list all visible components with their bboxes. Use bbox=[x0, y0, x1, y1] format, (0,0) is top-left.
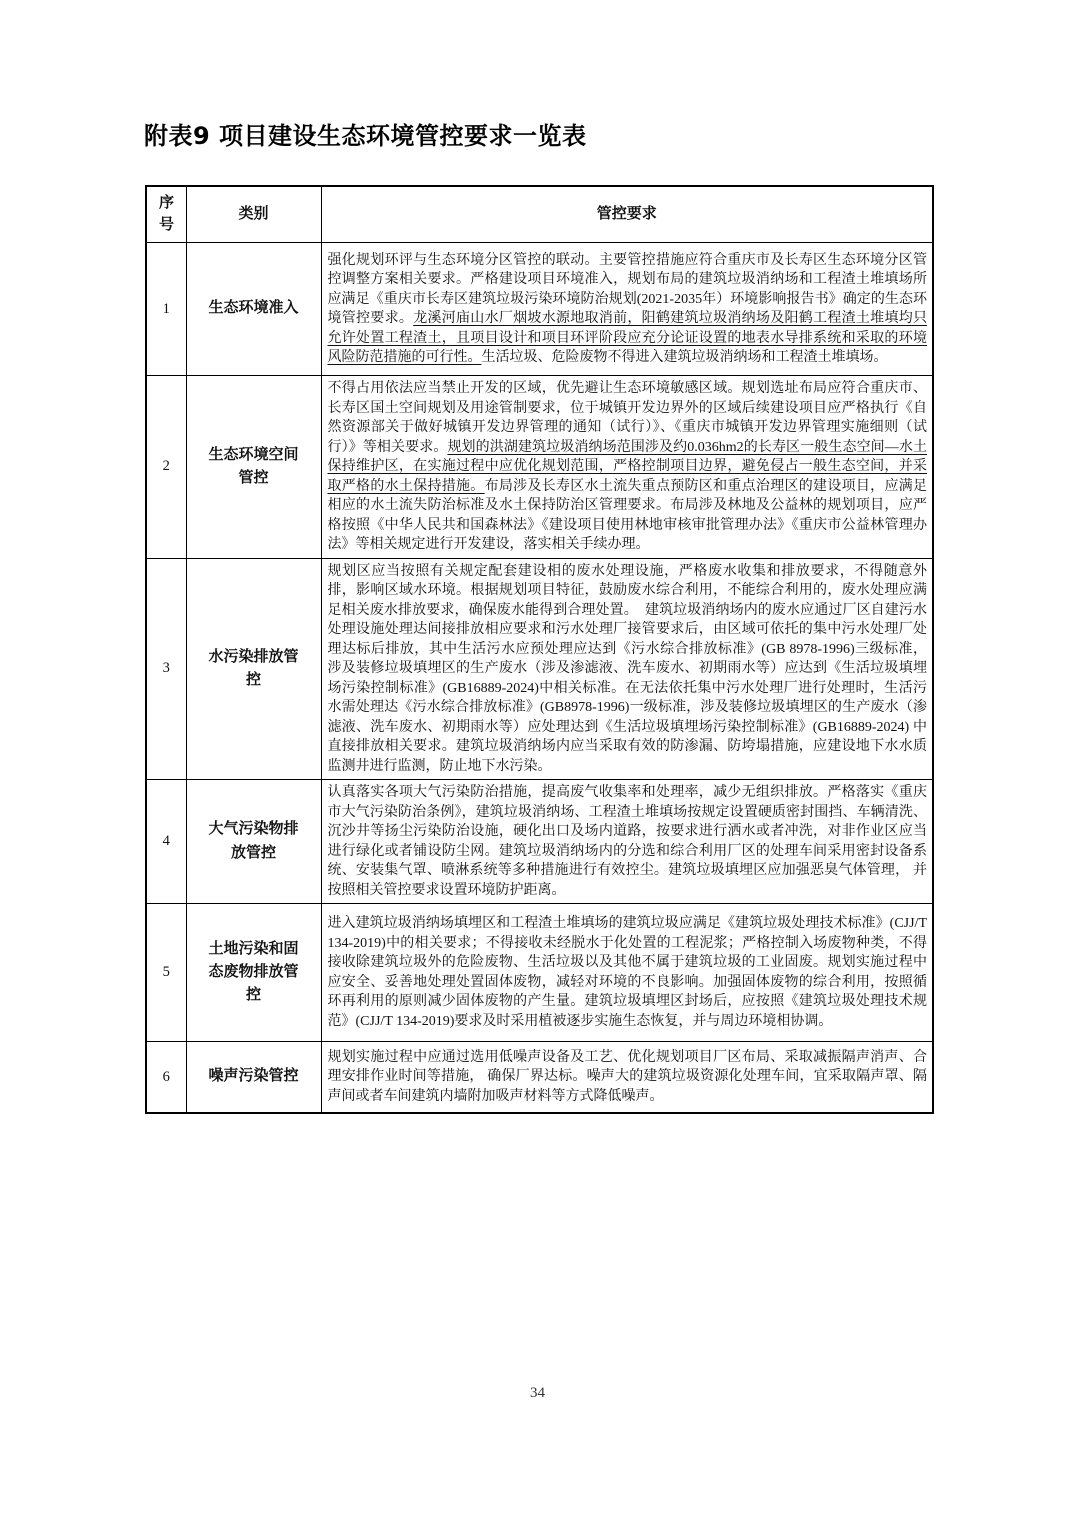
table-header-row bbox=[146, 186, 933, 243]
row-category: 生态环境准入 bbox=[186, 243, 321, 376]
requirement-text: 强化规划环评与生态环境分区管控的联动。主要管控措施应符合重庆市及长寿区生态环境分区管控调整方案相关要求。严格建设项目环境准入，规划布局的建筑垃圾消纳场和工程渣土堆填场所应满足《重庆市长寿区建筑垃圾污染环境防治规划(2021-2035年）环境影响报告书》确定的生态环境管控要求。 bbox=[327, 252, 927, 326]
table-row bbox=[146, 243, 933, 376]
row-category: 生态环境空间管控 bbox=[186, 376, 321, 559]
row-category: 水污染排放管控 bbox=[186, 558, 321, 780]
header-cell-number: 序号 bbox=[146, 186, 186, 243]
requirement-text: 生活垃圾、危险废物不得进入建筑垃圾消纳场和工程渣土堆填场。 bbox=[481, 350, 888, 365]
row-requirement bbox=[321, 243, 933, 376]
table-row bbox=[146, 558, 933, 780]
row-number: 4 bbox=[146, 780, 186, 904]
row-number: 3 bbox=[146, 558, 186, 780]
row-requirement bbox=[321, 376, 933, 559]
requirement-text: 布局涉及长寿区水土流失重点预防区和重点治理区的建设项目，应满足相应的水土流失防治标准及水土保持防治区管理要求。布局涉及林地及公益林的规划项目，应严格按照《中华人民共和国森林法》《建设项目使用林地审核审批管理办法》《重庆市公益林管理办法》等相关规定进行开发建设，落实相关手续办理。 bbox=[327, 478, 928, 552]
table-row bbox=[146, 780, 933, 904]
row-requirement bbox=[321, 904, 933, 1042]
row-requirement bbox=[321, 1042, 933, 1114]
header-cell-requirement: 管控要求 bbox=[321, 186, 933, 243]
row-requirement bbox=[321, 558, 933, 780]
row-number: 1 bbox=[146, 243, 186, 376]
requirements-table bbox=[145, 185, 934, 1114]
requirement-text: 规划实施过程中应通过选用低噪声设备及工艺、优化规划项目厂区布局、采取减振隔声消声、合理安排作业时间等措施， 确保厂界达标。噪声大的建筑垃圾资源化处理车间，宜采取隔声罩、隔声间或者车间建筑内墙附加吸声材料等方式降低噪声。 bbox=[327, 1049, 927, 1104]
page-number: 34 bbox=[530, 1385, 545, 1401]
requirement-text-underlined: 龙溪河庙山水厂烟坡水源地取消前，阳鹤建筑垃圾消纳场及阳鹤工程渣土堆填均只允许处置工程渣土，且项目设计和项目环评阶段应充分论证设置的地表水导排系统和采取的环境风险防范措施的可行性。 bbox=[327, 311, 928, 365]
row-category: 噪声污染管控 bbox=[186, 1042, 321, 1114]
row-requirement bbox=[321, 780, 933, 904]
table-row bbox=[146, 1042, 933, 1114]
requirement-text: 进入建筑垃圾消纳场填埋区和工程渣土堆填场的建筑垃圾应满足《建筑垃圾处理技术标准》(CJJ/T 134-2019)中的相关要求；不得接收未经脱水于化处置的工程泥浆；严格控制入场废物种类，不得接收除建筑垃圾外的危险废物、生活垃圾以及其他不属于建筑垃圾的工业固废。规划实施过程中应安全、妥善地处理处置固体废物，减轻对环境的不良影响。加强固体废物的综合利用，按照循环再利用的原则减少固体废物的产生量。建筑垃圾填埋区封场后，应按照《建筑垃圾处理技术规范》(CJJ/T 134-2019)要求及时采用植被逐步实施生态恢复，并与周边环境相协调。 bbox=[327, 916, 927, 1029]
table-row bbox=[146, 904, 933, 1042]
requirement-text-underlined: 规划的洪湖建筑垃圾消纳场范围涉及约0.036hm2的长寿区一般生态空间—水土保持维护区，在实施过程中应优化规划范围，严格控制项目边界，避免侵占一般生态空间，并采取严格的水土保持措施。 bbox=[327, 439, 928, 494]
table-row bbox=[146, 376, 933, 559]
table-body bbox=[146, 243, 933, 1114]
requirement-text: 规划区应当按照有关规定配套建设相的废水处理设施，严格废水收集和排放要求，不得随意外排，影响区域水环境。根据规划项目特征，鼓励废水综合利用，不能综合利用的，废水处理应满足相关废水排放要求，确保废水能得到合理处置。 建筑垃圾消纳场内的废水应通过厂区自建污水处理设施处理达间接排放相应要求和污水处理厂接管要求后，由区域可依托的集中污水处理厂处理达标后排放，其中生活污水应预处理应达到《污水综合排放标准》(GB 8978-1996)三级标准， 涉及装修垃圾填埋区的生产废水（涉及渗滤液、洗车废水、初期雨水等）应达到《生活垃圾填埋场污染控制标准》(GB16889-2024)中相关标准。在无法依托集中污水处理厂进行处理时，生活污水需处理达《污水综合排放标准》(GB8978-1996)一级标准，涉及装修垃圾填埋区的生产废水（渗滤液、洗车废水、初期雨水等）应处理达到《生活垃圾填埋场污染控制标准》(GB16889-2024) 中直接排放相关要求。建筑垃圾消纳场内应当采取有效的防渗漏、防垮塌措施，应建设地下水水质监测井进行监测，防止地下水污染。 bbox=[327, 563, 927, 774]
row-number: 6 bbox=[146, 1042, 186, 1114]
row-category: 大气污染物排放管控 bbox=[186, 780, 321, 904]
requirement-text: 认真落实各项大气污染防治措施，提高废气收集率和处理率，减少无组织排放。严格落实《重庆市大气污染防治条例》，建筑垃圾消纳场、工程渣土堆填场按规定设置硬质密封围挡、车辆清洗、沉沙井等扬尘污染防治设施，硬化出口及场内道路，按要求进行洒水或者冲洗，对非作业区应当进行绿化或者铺设防尘网。建筑垃圾消纳场内的分选和综合利用厂区的处理车间采用密封设备系统、安装集气罩、喷淋系统等多种措施进行有效控尘。建筑垃圾填埋区应加强恶臭气体管理， 并按照相关管控要求设置环境防护距离。 bbox=[327, 785, 927, 898]
page-title: 附表9 项目建设生态环境管控要求一览表 bbox=[144, 122, 587, 150]
header-cell-category: 类别 bbox=[186, 186, 321, 243]
row-category: 土地污染和固态废物排放管控 bbox=[186, 904, 321, 1042]
requirement-text: 不得占用依法应当禁止开发的区域，优先避让生态环境敏感区域。规划选址布局应符合重庆市、长寿区国土空间规划及用途管制要求，位于城镇开发边界外的区域后续建设项目应严格执行《自然资源部关于做好城镇开发边界管理的通知（试行）》、《重庆市城镇开发边界管理实施细则（试行）》等相关要求。 bbox=[327, 381, 927, 455]
row-number: 2 bbox=[146, 376, 186, 559]
row-number: 5 bbox=[146, 904, 186, 1042]
